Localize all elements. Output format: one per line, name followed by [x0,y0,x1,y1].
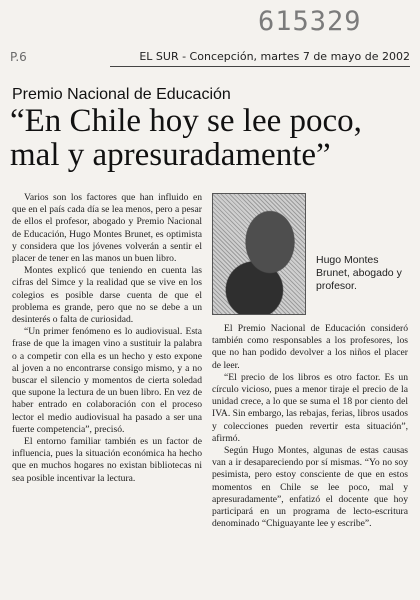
portrait-photo [212,193,306,315]
paragraph: Varios son los factores que han influido en que en el país cada día se lea menos, pero a pesar de ellos el profesor, abogado y Premio Nacional de Educación, Hugo Montes Brunet, es optimista y considera que los jóvenes volverán a sentir el placer de tener en las manos un buen libro. [12,192,202,265]
handwritten-archive-number: 615329 [258,6,362,37]
handwritten-page-number: P.6 [10,50,27,64]
paragraph: Montes explicó que teniendo en cuenta las cifras del Simce y la realidad que se vive en los colegios es posible darse cuenta de que el problema es grande, pero que no se debe a un desinterés o falta de curiosidad. [12,265,202,326]
article-column-right [212,323,408,530]
article-headline: “En Chile hoy se lee poco, mal y apresuradamente” [10,103,362,173]
article-kicker: Premio Nacional de Educación [12,86,231,103]
paragraph: “El precio de los libros es otro factor. Es un círculo vicioso, pues a menor tiraje el precio de la unidad crece, a lo que se suma el 18 por ciento del IVA. Sin embargo, las rebajas, ferias, libros usados y colecciones pueden revertir esta situación”, afirmó. [212,371,408,444]
paragraph: El Premio Nacional de Educación consideró también como responsables a los profesores, los que no han podido devolver a los niños el placer de leer. [212,323,408,371]
header-divider [110,66,410,67]
article-column-left [12,192,202,485]
photo-caption: Hugo Montes Brunet, abogado y profesor. [316,254,402,292]
paragraph: El entorno familiar también es un factor de influencia, pues la situación económica ha hecho que en muchos hogares no existan bibliotecas ni sea posible incentivar la lectura. [12,436,202,484]
paragraph: Según Hugo Montes, algunas de estas causas van a ir desapareciendo por sí mismas. “Yo no soy pesimista, pero estoy consciente de que en estos momentos en Chile se lee poco, mal y apresuradamente”, enfatizó el docente que hoy participará en un programa de lecto-escritura denominado “Chiguayante lee y escribe”. [212,445,408,530]
paragraph: “Un primer fenómeno es lo audiovisual. Esta frase de que la imagen vino a sustituir la palabra o a competir con ella es un hecho y esto expone al joven a no encontrarse consigo mismo, y a no buscar el silencio y momentos de cierta soledad que supone la lectura de un buen libro. En vez de haber entrado en colaboración con el proceso lector el medio audiovisual ha pasado a ser una fuerte competencia”, precisó. [12,326,202,435]
publication-header: EL SUR - Concepción, martes 7 de mayo de 2002 [139,50,410,63]
